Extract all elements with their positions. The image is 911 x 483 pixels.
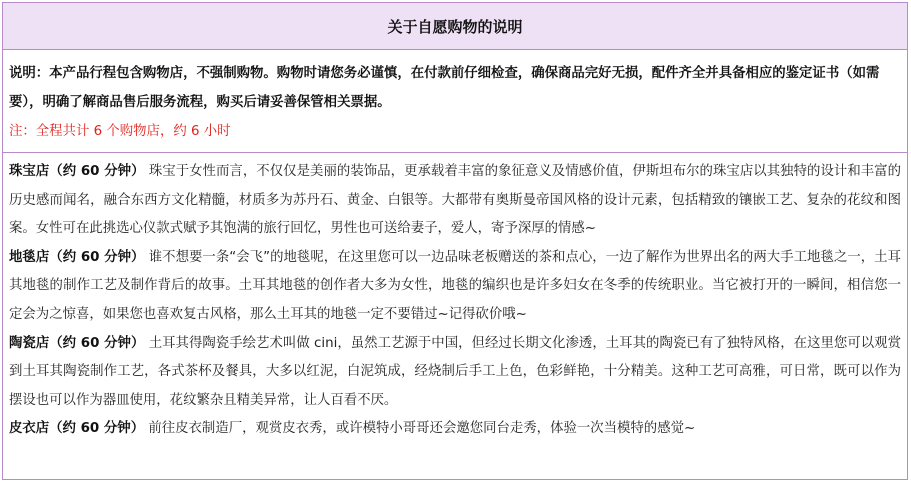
notice-section (3, 50, 907, 153)
shop-description: 前往皮衣制造厂，观赏皮衣秀，或许模特小哥哥还会邀您同台走秀，体验一次当模特的感觉~ (148, 421, 696, 437)
shop-name: 珠宝店（约 60 分钟） (9, 164, 145, 179)
shop-description: 谁不想要一条“会飞”的地毯呢，在这里您可以一边品味老板赠送的茶和点心，一边了解作为世界出名的两大手工地毯之一，土耳其地毯的制作工艺及制作背后的故事。土耳其地毯的创作者大多为女性，地毯的编织也是许多妇女在冬季的传统职业。当它被打开的一瞬间，相信您一定会为之惊喜，如果您也喜欢复古风格，那么土耳其的地毯一定不要错过~记得砍价哦~ (9, 249, 901, 322)
shop-description: 土耳其得陶瓷手绘艺术叫做 cini，虽然工艺源于中国，但经过长期文化渗透，土耳其的陶瓷已有了独特风格，在这里您可以观赏到土耳其陶瓷制作工艺，各式茶杯及餐具，大多以红泥，白泥筑成，经烧制后手工上色，色彩鲜艳，十分精美。这种工艺可高雅，可日常，既可以作为摆设也可以作为器皿使用，花纹繁杂且精美异常，让人百看不厌。 (9, 335, 901, 408)
shop-list (3, 153, 907, 444)
shop-item-leather (9, 415, 901, 444)
table-header (3, 3, 907, 50)
notice-note: 注：全程共计 6 个购物店，约 6 小时 (9, 124, 231, 139)
shop-item-carpet (9, 244, 901, 330)
shop-name: 地毯店（约 60 分钟） (9, 249, 145, 265)
shop-item-ceramics (9, 330, 901, 416)
notice-description: 说明：本产品行程包含购物店，不强制购物。购物时请您务必谨慎，在付款前仔细检查，确保商品完好无损，配件齐全并具备相应的鉴定证书（如需要），明确了解商品售后服务流程，购买后请妥善保管相关票据。 (9, 66, 880, 110)
shop-name: 陶瓷店（约 60 分钟） (9, 335, 145, 351)
shopping-notice-table (2, 2, 908, 480)
table-title: 关于自愿购物的说明 (387, 17, 523, 36)
shop-name: 皮衣店（约 60 分钟） (9, 421, 145, 437)
shop-description: 珠宝于女性而言，不仅仅是美丽的装饰品，更承载着丰富的象征意义及情感价值，伊斯坦布尔的珠宝店以其独特的设计和丰富的历史感而闻名，融合东西方文化精髓，材质多为苏丹石、黄金、白银等。大都带有奥斯曼帝国风格的设计元素，包括精致的镶嵌工艺、复杂的花纹和图案。女性可在此挑选心仪款式赋予其饱满的旅行回忆，男性也可送给妻子，爱人，寄予深厚的情感~ (9, 164, 902, 237)
shop-item-jewelry (9, 158, 901, 244)
